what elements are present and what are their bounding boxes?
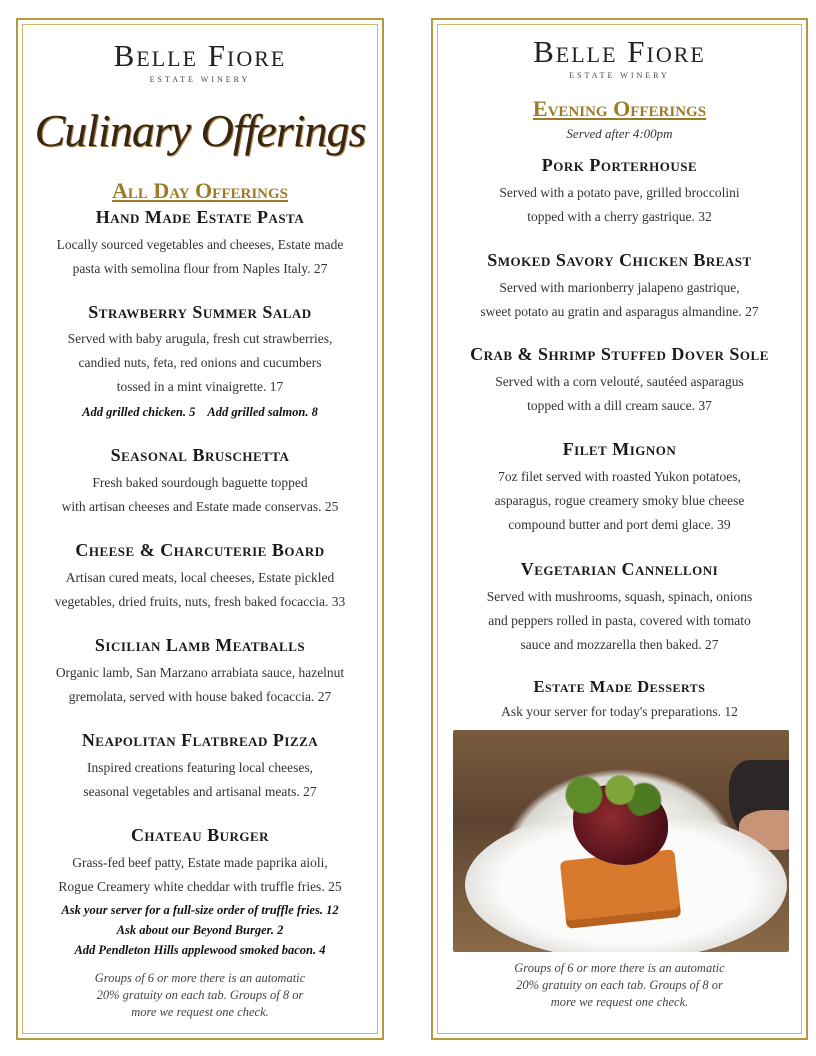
section-title-evening: Evening Offerings bbox=[532, 96, 707, 121]
item-title-filet: Filet Mignon bbox=[562, 439, 677, 459]
item-title-bruschetta: Seasonal Bruschetta bbox=[110, 445, 290, 465]
item-desc-pork: Served with a potato pave, grilled broccolini topped with a cherry gastrique. 32 bbox=[499, 185, 740, 224]
right-menu-panel bbox=[431, 18, 808, 1040]
section-title-all-day: All Day Offerings bbox=[111, 178, 289, 203]
item-desc-salad: Served with baby arugula, fresh cut strawberries, candied nuts, feta, red onions and cucumbers tossed in a mint vinaigrette. 17 bbox=[67, 331, 333, 394]
item-title-cannelloni: Vegetarian Cannelloni bbox=[520, 559, 719, 579]
item-title-pork: Pork Porterhouse bbox=[541, 155, 698, 175]
item-desc-bruschetta: Fresh baked sourdough baguette topped with artisan cheeses and Estate made conservas. 25 bbox=[61, 475, 339, 514]
item-notes-burger: Ask your server for a full-size order of truffle fries. 12 Ask about our Beyond Burger. 2 Add Pendleton Hills applewood smoked bacon. 4 bbox=[61, 903, 339, 957]
item-title-flatbread: Neapolitan Flatbread Pizza bbox=[81, 730, 319, 750]
left-menu-panel bbox=[16, 18, 384, 1040]
item-title-desserts: Estate Made Desserts bbox=[533, 677, 706, 696]
item-title-dover-sole: Crab & Shrimp Stuffed Dover Sole bbox=[470, 344, 769, 364]
item-title-burger: Chateau Burger bbox=[130, 825, 270, 845]
menu-title: Culinary Offerings bbox=[34, 105, 366, 156]
gratuity-footer: Groups of 6 or more there is an automatic 20% gratuity on each tab. Groups of 8 or more we request one check. bbox=[94, 971, 306, 1019]
brand-name: Belle Fiore bbox=[533, 34, 706, 69]
item-title-salad: Strawberry Summer Salad bbox=[88, 302, 312, 322]
item-title-meatballs: Sicilian Lamb Meatballs bbox=[94, 635, 306, 655]
item-desc-chicken: Served with marionberry jalapeno gastrique, sweet potato au gratin and asparagus almandine. 27 bbox=[480, 280, 759, 319]
item-desc-burger: Grass-fed beef patty, Estate made paprika aioli, Rogue Creamery white cheddar with truffle fries. 25 bbox=[58, 855, 342, 894]
item-title-chicken: Smoked Savory Chicken Breast bbox=[487, 250, 752, 270]
item-desc-filet: 7oz filet served with roasted Yukon potatoes, asparagus, rogue creamery smoky blue cheese compound butter and port demi glace. 39 bbox=[494, 469, 745, 532]
gratuity-footer: Groups of 6 or more there is an automatic 20% gratuity on each tab. Groups of 8 or more we request one check. bbox=[514, 961, 725, 1009]
item-desc-dover-sole: Served with a corn velouté, sautéed asparagus topped with a dill cream sauce. 37 bbox=[495, 374, 744, 413]
brand-name: Belle Fiore bbox=[113, 38, 287, 73]
item-note-salad: Add grilled chicken. 5 Add grilled salmon. 8 bbox=[82, 405, 318, 419]
item-desc-charcuterie: Artisan cured meats, local cheeses, Estate pickled vegetables, dried fruits, nuts, fresh baked focaccia. 33 bbox=[54, 570, 346, 609]
item-title-pasta: Hand Made Estate Pasta bbox=[95, 207, 305, 227]
item-desc-flatbread: Inspired creations featuring local cheeses, seasonal vegetables and artisanal meats. 27 bbox=[83, 760, 317, 799]
item-desc-cannelloni: Served with mushrooms, squash, spinach, onions and peppers rolled in pasta, covered with tomato sauce and mozzarella then baked. 27 bbox=[486, 589, 753, 652]
item-desc-meatballs: Organic lamb, San Marzano arrabiata sauce, hazelnut gremolata, served with house baked focaccia. 27 bbox=[55, 665, 345, 704]
item-title-charcuterie: Cheese & Charcuterie Board bbox=[75, 540, 325, 560]
plated-dish-photo bbox=[453, 730, 789, 952]
served-after-note: Served after 4:00pm bbox=[566, 126, 673, 141]
item-desc-desserts: Ask your server for today's preparations. 12 bbox=[501, 704, 738, 719]
brand-subtitle: ESTATE WINERY bbox=[569, 71, 670, 80]
item-desc-pasta: Locally sourced vegetables and cheeses, Estate made pasta with semolina flour from Naples Italy. 27 bbox=[56, 237, 344, 276]
brand-subtitle: ESTATE WINERY bbox=[149, 75, 251, 84]
